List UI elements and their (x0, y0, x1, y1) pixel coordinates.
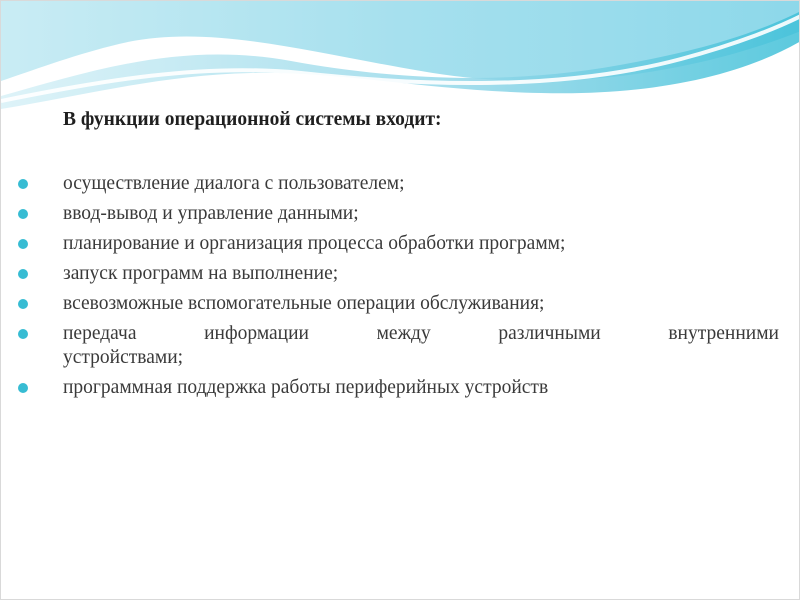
list-item-text-line1: передача информации между различными внутренними (63, 323, 779, 344)
bullet-icon (18, 299, 28, 309)
list-item-text: ввод-вывод и управление данными; (63, 203, 359, 224)
bullet-icon (18, 179, 28, 189)
bullet-icon (18, 239, 28, 249)
bullet-icon (18, 329, 28, 339)
bullet-list (1, 169, 800, 403)
slide-heading: В функции операционной системы входит: (63, 109, 442, 130)
list-item (1, 289, 779, 319)
list-item-text: планирование и организация процесса обработки программ; (63, 233, 566, 254)
list-item (1, 259, 779, 289)
list-item-text: осуществление диалога с пользователем; (63, 173, 405, 194)
list-item (1, 319, 779, 373)
list-item-text-line2: устройствами; (63, 347, 184, 368)
bullet-icon (18, 269, 28, 279)
bullet-icon (18, 383, 28, 393)
list-item (1, 229, 779, 259)
bullet-icon (18, 209, 28, 219)
wave-banner (1, 1, 800, 111)
list-item (1, 169, 779, 199)
list-item (1, 373, 779, 403)
list-item-text: всевозможные вспомогательные операции обслуживания; (63, 293, 545, 314)
list-item-text: запуск программ на выполнение; (63, 263, 339, 284)
list-item-text: программная поддержка работы периферийных устройств (63, 377, 549, 398)
list-item (1, 199, 779, 229)
